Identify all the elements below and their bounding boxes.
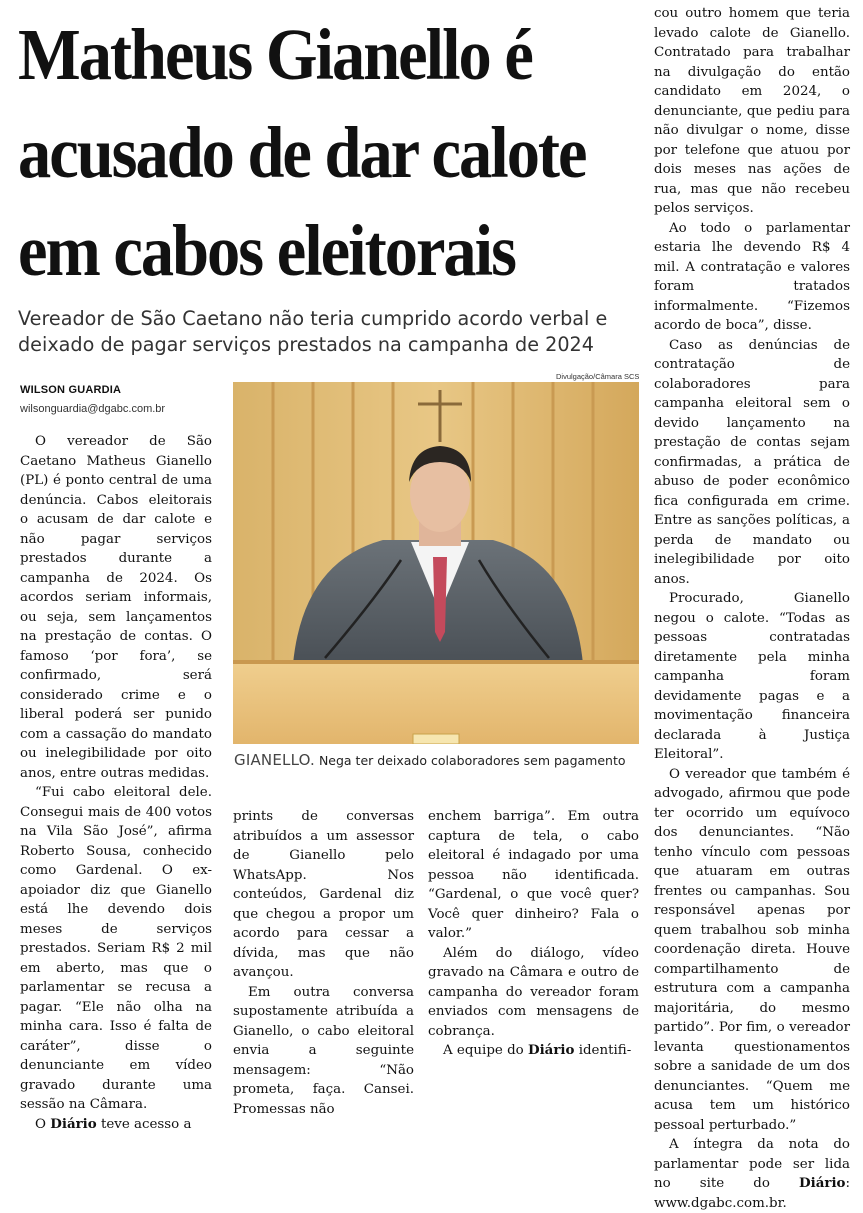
subtitle-line: Vereador de São Caetano não teria cumprido acordo verbal e	[18, 307, 608, 330]
paragraph: Procurado, Gianello negou o calote. “Todas as pessoas contratadas diretamente pela minha campanha foram devidamente pagas e a movimentação financeira declarada à Justiça Eleitoral”.	[654, 591, 850, 762]
paragraph: Além do diálogo, vídeo gravado na Câmara e outro de campanha do vereador foram enviados com mensagens de cobrança.	[428, 945, 639, 1039]
body-column-2	[233, 807, 414, 1119]
paragraph: cou outro homem que teria levado calote de Gianello. Contratado para trabalhar na divulgação do então candidato em 2024, o denunciante, que pediu para não divulgar o nome, disse por telefone que atuou por dois meses nas ações de rua, mas que não recebeu pelos serviços.	[654, 6, 850, 216]
subtitle-line: deixado de pagar serviços prestados na campanha de 2024	[18, 333, 594, 356]
headline-line: em cabos eleitorais	[18, 210, 515, 291]
paragraph: “Fui cabo eleitoral dele. Consegui mais de 400 votos na Vila São José”, afirma Roberto Sousa, conhecido como Gardenal. O ex-apoiador diz que Gianello está lhe devendo dois meses de serviços prestados. Seriam R$ 2 mil em aberto, mas que o parlamentar se recusa a pagar. “Ele não olha na minha cara. Isso é falta de caráter”, disse o denunciante em vídeo gravado durante uma sessão na Câmara.	[20, 785, 212, 1112]
caption-name: GIANELLO.	[234, 751, 315, 769]
paragraph: A equipe do Diário identifi-	[443, 1042, 632, 1058]
caption-text: Nega ter deixado colaboradores sem pagamento	[318, 753, 626, 768]
newspaper-name: Diário	[799, 1175, 846, 1191]
byline-email: wilsonguardia@dgabc.com.br	[20, 403, 166, 415]
headline-line: acusado de dar calote	[18, 112, 586, 193]
newspaper-name: Diário	[50, 1115, 97, 1132]
body-column-1	[20, 432, 212, 1134]
paragraph: enchem barriga”. Em outra captura de tela, o cabo eleitoral é indagado por uma pessoa não identificada. “Gardenal, o que você quer? Você quer dinheiro? Fala o valor.”	[428, 809, 639, 941]
subtitle	[18, 306, 658, 358]
headline	[18, 6, 591, 300]
paragraph: Caso as denúncias de contratação de colaboradores para campanha eleitoral sem o devido lançamento na prestação de contas sejam confirmadas, a prática de abuso de poder econômico fica configurada em crime. Entre as sanções políticas, a perda de mandato ou inelegibilidade por oito anos.	[654, 337, 850, 587]
paragraph: O vereador de São Caetano Matheus Gianello (PL) é ponto central de uma denúncia. Cabos eleitorais o acusam de dar calote e não pagar serviços prestados durante a campanha de 2024. Os acordos seriam informais, ou seja, sem lançamentos na prestação de contas. O famoso ‘por fora’, se confirmado, será considerado crime e o liberal poderá ser punido com a cassação do mandato ou inelegibilidade por oito anos, entre outras medidas.	[20, 434, 212, 781]
photo-credit: Divulgação/Câmara SCS	[556, 372, 640, 381]
body-column-3	[428, 807, 639, 1061]
photo-caption	[234, 751, 644, 769]
paragraph: O Diário teve acesso a	[35, 1115, 192, 1132]
paragraph: Em outra conversa supostamente atribuída a Gianello, o cabo eleitoral envia a seguinte mensagem: “Não prometa, faça. Cansei. Promessas não	[233, 984, 414, 1117]
body-column-4	[654, 4, 850, 1213]
article-photo	[233, 382, 639, 744]
paragraph: O vereador que também é advogado, afirmou que pode ter ocorrido um equívoco dos denunciantes. “Não tenho vínculo com pessoas que atuaram em outras frentes ou campanhas. Sou responsável apenas por quem trabalhou sob minha coordenação direta. Houve compartilhamento de estrutura com a campanha majoritária, do mesmo partido”. Por fim, o vereador levanta questionamentos sobre a sanidade de um dos denunciantes. “Quem me acusa tem um histórico pessoal perturbado.”	[654, 766, 850, 1133]
headline-line: Matheus Gianello é	[18, 14, 532, 95]
speaker-at-podium-image	[233, 382, 639, 744]
paragraph: A íntegra da nota do parlamentar pode ser lida no site do Diário: www.dgabc.com.br.	[654, 1137, 850, 1211]
paragraph: prints de conversas atribuídos a um assessor de Gianello pelo WhatsApp. Nos conteúdos, Gardenal diz que chegou a propor um acordo para cessar a dívida, mas que não avançou.	[233, 809, 414, 980]
paragraph: Ao todo o parlamentar estaria lhe devendo R$ 4 mil. A contratação e valores foram tratados informalmente. “Fizemos acordo de boca”, disse.	[654, 220, 850, 333]
newspaper-name: Diário	[527, 1042, 575, 1058]
byline-author: WILSON GUARDIA	[20, 384, 122, 396]
